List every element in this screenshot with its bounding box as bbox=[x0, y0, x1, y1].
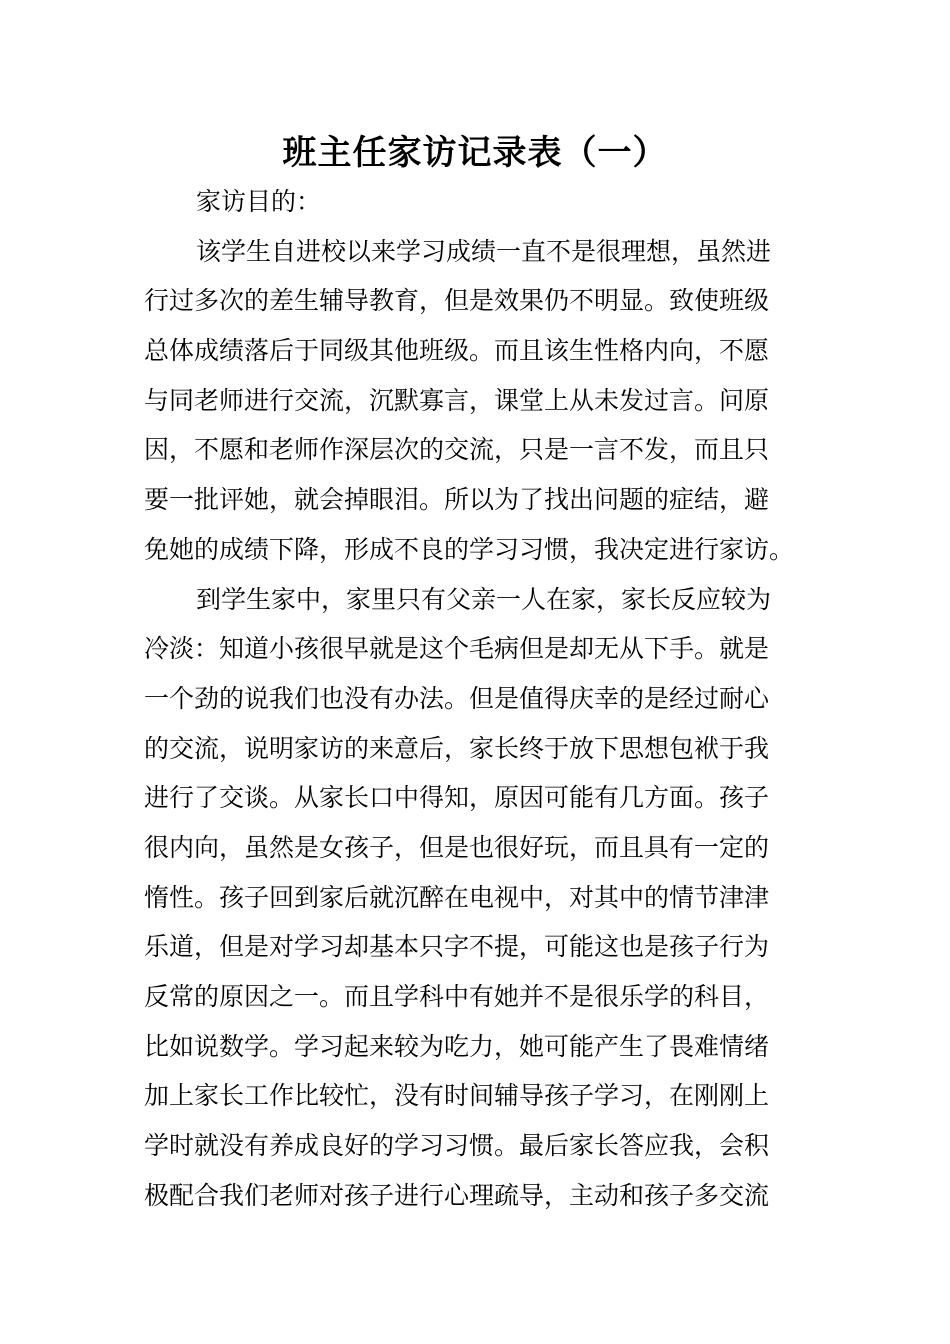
text-line: 进行了交谈。从家长口中得知，原因可能有几方面。孩子 bbox=[144, 783, 770, 813]
text-line: 一个劲的说我们也没有办法。但是值得庆幸的是经过耐心 bbox=[144, 683, 770, 713]
text-line: 乐道，但是对学习却基本只字不提，可能这也是孩子行为 bbox=[144, 932, 770, 962]
document-title: 班主任家访记录表（一） bbox=[282, 133, 668, 173]
text-line: 因，不愿和老师作深层次的交流，只是一言不发，而且只 bbox=[144, 435, 770, 465]
document-body bbox=[144, 177, 814, 1220]
text-line: 行过多次的差生辅导教育，但是效果仍不明显。致使班级 bbox=[144, 286, 770, 316]
text-line: 家访目的： bbox=[196, 187, 322, 216]
text-line: 反常的原因之一。而且学科中有她并不是很乐学的科目， bbox=[144, 982, 770, 1011]
text-line: 很内向，虽然是女孩子，但是也很好玩，而且具有一定的 bbox=[144, 832, 770, 862]
text-line: 总体成绩落后于同级其他班级。而且该生性格内向，不愿 bbox=[144, 336, 770, 366]
text-line: 冷淡：知道小孩很早就是这个毛病但是却无从下手。就是 bbox=[144, 634, 770, 664]
text-line: 要一批评她，就会掉眼泪。所以为了找出问题的症结，避 bbox=[144, 485, 770, 515]
text-line: 该学生自进校以来学习成绩一直不是很理想，虽然进 bbox=[196, 236, 772, 266]
text-line: 到学生家中，家里只有父亲一人在家，家长反应较为 bbox=[196, 584, 772, 614]
text-line: 惰性。孩子回到家后就沉醉在电视中，对其中的情节津津 bbox=[144, 882, 770, 912]
text-line: 学时就没有养成良好的学习习惯。最后家长答应我，会积 bbox=[144, 1131, 770, 1161]
text-line: 比如说数学。学习起来较为吃力，她可能产生了畏难情绪 bbox=[144, 1031, 770, 1061]
text-line: 极配合我们老师对孩子进行心理疏导，主动和孩子多交流 bbox=[144, 1180, 770, 1210]
text-line: 与同老师进行交流，沉默寡言，课堂上从未发过言。问原 bbox=[144, 385, 770, 415]
text-line: 加上家长工作比较忙，没有时间辅导孩子学习，在刚刚上 bbox=[144, 1081, 770, 1111]
text-line: 的交流，说明家访的来意后，家长终于放下思想包袱于我 bbox=[144, 733, 770, 763]
text-line: 免她的成绩下降，形成不良的学习习惯，我决定进行家访。 bbox=[144, 534, 795, 564]
